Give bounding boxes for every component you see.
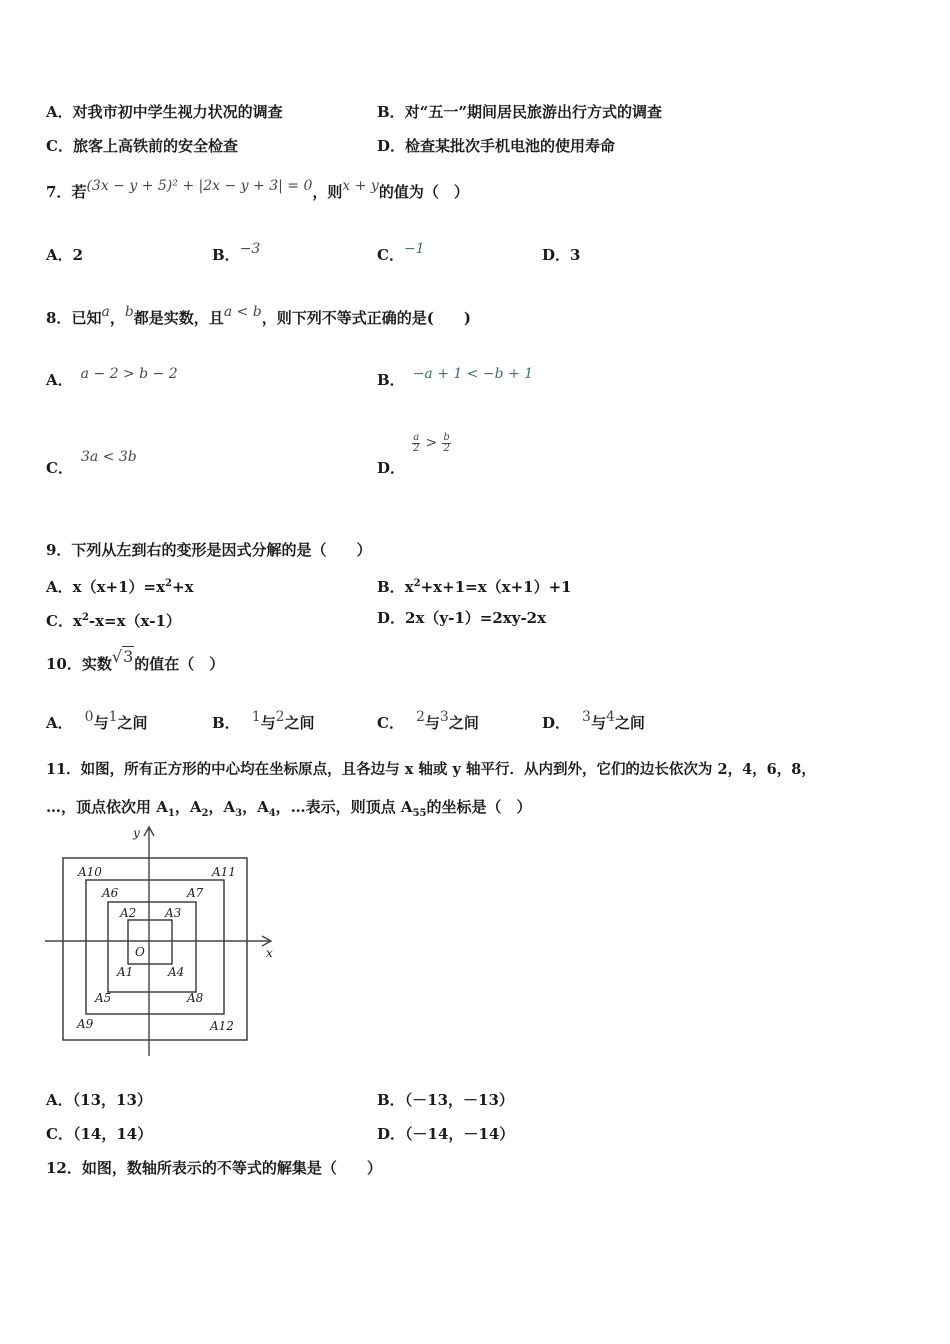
q8-option-a [46,366,178,391]
vertex-label-a6: A6 [102,886,119,900]
option-label: A． [46,714,73,732]
origin-label: O [135,945,145,959]
vertex-label-a1: A1 [117,965,134,979]
range-high: 2 [275,709,285,725]
q10-option-c [377,709,479,734]
option-label: B． [377,103,405,121]
x-axis-label: x [266,946,273,960]
suffix: 之间 [117,714,148,732]
radicand: 3 [123,647,134,666]
stem-text: 都是实数，且 [133,309,224,327]
option-text: 旅客上高铁前的安全检查 [72,137,238,155]
stem-text: ，则下列不等式正确的是( ) [261,309,471,327]
q6-option-b [377,102,662,122]
range-high: 1 [108,709,118,725]
q10-option-b [212,709,315,734]
stem-text: ，A [208,798,236,816]
range-low: 3 [582,709,591,725]
stem-text: 实数 [81,655,112,673]
fraction-left [412,433,420,454]
q6-option-c [46,136,238,156]
vertex-label-a12: A12 [210,1019,234,1033]
q11-option-b [377,1090,514,1110]
stem-text: 的坐标是（ ） [426,798,532,816]
option-text: +x+1=x（x+1）+1 [420,578,572,596]
stem-text: ，A [242,798,269,816]
option-label: A． [46,371,73,389]
option-value: 3 [570,246,581,264]
nested-squares-figure [40,824,280,1059]
vertex-label-a7: A7 [187,886,204,900]
suffix: 之间 [614,714,645,732]
q9-option-c [46,608,181,631]
option-label: D． [377,609,406,627]
option-value: （13，13） [72,1091,152,1109]
option-text: 检查某批次手机电池的使用寿命 [405,137,616,155]
range-low: 1 [251,709,261,725]
option-text: +x [172,578,194,596]
option-value: （14，14） [72,1125,153,1143]
vertex-label-a10: A10 [78,865,102,879]
option-expression: 3a < 3b [80,449,137,465]
connector: 与 [590,714,606,732]
q9-option-d [377,608,546,628]
variable: b [124,304,134,320]
connector: 与 [424,714,440,732]
option-label: C． [46,612,73,630]
fraction-inequality [412,431,451,454]
q10-option-d [542,709,645,734]
option-text: x [404,578,414,596]
q6-option-a [46,102,283,122]
option-text: x [72,612,82,630]
q12-stem: 12．如图，数轴所表示的不等式的解集是（ ） [46,1159,382,1177]
subscript: 55 [412,808,427,819]
option-value: −1 [403,241,425,257]
q8-option-c [46,449,137,479]
operator: > [425,435,438,451]
numerator: a [413,431,420,443]
numerator: b [443,431,450,443]
vertex-label-a9: A9 [77,1017,94,1031]
range-low: 2 [415,709,425,725]
q8-option-b [377,366,534,391]
condition: a < b [223,304,262,320]
vertex-label-a5: A5 [95,991,112,1005]
stem-text: ，A [174,798,202,816]
connector: 与 [93,714,109,732]
option-label: D． [542,714,571,732]
q9-option-b [377,574,572,597]
subscript: 4 [268,808,276,819]
range-low: 0 [84,709,94,725]
option-value: −3 [239,241,261,257]
q11-option-a [46,1090,152,1110]
option-label: C． [46,1125,73,1143]
option-label: D． [377,1125,406,1143]
question-number: 10． [46,655,82,673]
q9-option-a [46,574,194,597]
question-number: 8． [46,309,72,327]
q11-stem-line2 [46,797,531,824]
q7-option-d [542,245,580,265]
subscript: 3 [235,808,243,819]
option-expression: −a + 1 < −b + 1 [412,366,534,382]
option-label: A． [46,246,73,264]
exponent: 2 [413,578,421,589]
equation: (3x − y + 5)² + |2x − y + 3| = 0 [86,178,313,194]
vertex-label-a2: A2 [120,906,137,920]
suffix: 之间 [448,714,479,732]
denominator: 2 [413,442,420,454]
option-value: （－13，－13） [404,1091,514,1109]
q7-option-c [377,241,425,266]
vertex-label-a3: A3 [165,906,182,920]
option-label: B． [377,1091,405,1109]
stem-text: 若 [71,183,87,201]
option-label: A． [46,103,73,121]
stem-text: ，…表示，则顶点 A [275,798,413,816]
option-expression: a − 2 > b − 2 [80,366,178,382]
square-4 [63,858,247,1040]
option-label: D． [377,459,406,477]
q7-stem [46,178,469,203]
y-axis-label: y [133,826,140,840]
option-label: D． [542,246,571,264]
stem-text: ，则 [312,183,343,201]
square-root: √3 [111,647,134,666]
stem-text: …，顶点依次用 A [46,798,168,816]
option-label: A． [46,578,73,596]
connector: 与 [260,714,276,732]
stem-text: ， [109,309,125,327]
stem-text: 的值为（ ） [378,183,469,201]
question-number: 7． [46,183,72,201]
fraction-right [442,433,450,454]
vertex-label-a4: A4 [168,965,185,979]
option-label: C． [377,246,404,264]
option-text: x（x+1）=x [72,578,166,596]
q10-option-a [46,709,148,734]
vertex-label-a8: A8 [187,991,204,1005]
stem-text: 已知 [71,309,102,327]
option-value: （－14，－14） [405,1125,515,1143]
option-label: B． [377,578,405,596]
option-label: A． [46,1091,73,1109]
range-high: 3 [439,709,449,725]
denominator: 2 [443,442,450,454]
q10-stem [46,647,225,674]
subscript: 1 [167,808,175,819]
q8-option-d [377,431,450,480]
variable: a [101,304,110,320]
option-text: 对“五一”期间居民旅游出行方式的调查 [404,103,662,121]
q11-option-d [377,1124,514,1144]
stem-text: 的值在（ ） [134,655,225,673]
suffix: 之间 [284,714,315,732]
option-label: C． [46,137,73,155]
option-label: B． [212,246,240,264]
option-text: 2x（y-1）=2xy-2x [405,609,547,627]
vertex-label-a11: A11 [212,865,236,879]
option-label: C． [377,714,404,732]
q11-stem-line1: 11．如图，所有正方形的中心均在坐标原点，且各边与 x 轴或 y 轴平行．从内到外，它们的边长依次为 2，4，6，8， [46,761,816,778]
option-text: 对我市初中学生视力状况的调查 [72,103,283,121]
q7-option-b [212,241,261,266]
option-label: C． [46,459,73,477]
subscript: 2 [201,808,209,819]
expression: x + y [342,178,379,194]
q7-option-a [46,245,83,265]
q9-stem: 9．下列从左到右的变形是因式分解的是（ ） [46,541,372,559]
option-text: -x=x（x-1） [88,612,181,630]
q8-stem [46,304,471,329]
option-value: 2 [72,246,84,264]
exponent: 2 [81,612,89,623]
q11-option-c [46,1124,152,1144]
option-label: D． [377,137,406,155]
option-label: B． [212,714,240,732]
q6-option-d [377,136,615,156]
range-high: 4 [605,709,615,725]
option-label: B． [377,371,405,389]
exponent: 2 [165,578,173,589]
